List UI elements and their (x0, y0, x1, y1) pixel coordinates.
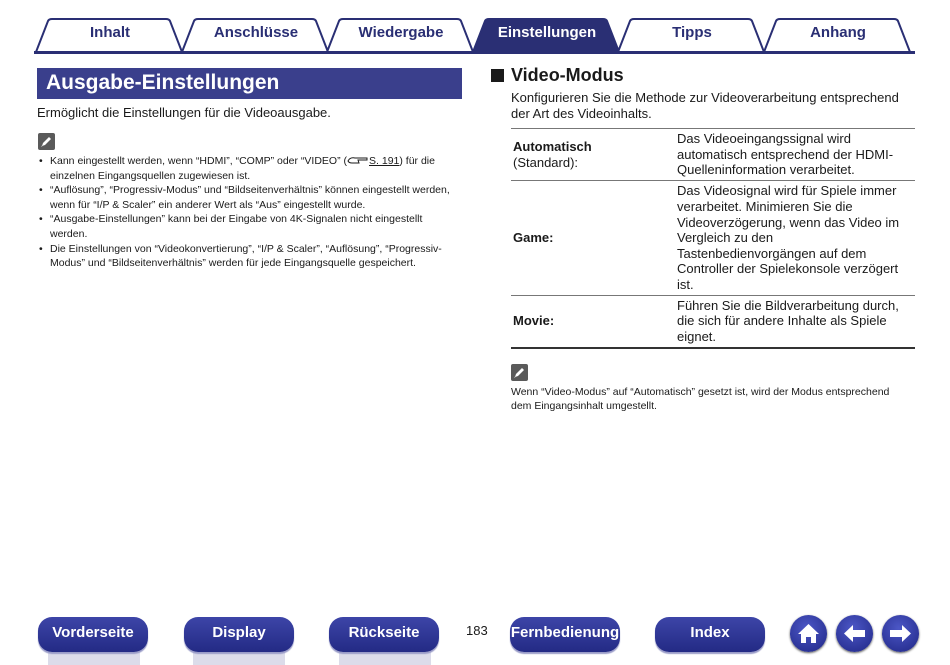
list-item: • “Auflösung”, “Progressiv-Modus” und “Bildseitenverhältnis” können eingestellt werden, wenn für “I/P & Scaler” ein anderer Wert als “Aus” eingestellt wurde. (38, 183, 458, 212)
nav-button-display[interactable]: Display (184, 617, 294, 652)
section-heading-text: Ausgabe-Einstellungen (46, 71, 280, 94)
forward-arrow-icon (882, 615, 919, 652)
mode-table (511, 128, 915, 349)
nav-button-vorderseite[interactable]: Vorderseite (38, 617, 148, 652)
list-item: • Die Einstellungen von “Videokonvertierung”, “I/P & Scaler”, “Auflösung”, “Progressiv-Modus” und “Bildseitenverhältnis” werden für jede Eingangsquelle gespeichert. (38, 242, 458, 271)
tab-bar (34, 18, 914, 54)
forward-button[interactable] (882, 615, 919, 652)
tab-tipps[interactable] (616, 18, 768, 52)
home-icon (790, 615, 827, 652)
subsection-description: Konfigurieren Sie die Methode zur Videoverarbeitung entsprechend der Art des Videoinhalts. (511, 90, 899, 121)
tab-label: Einstellungen (497, 24, 597, 41)
button-shadow (193, 650, 285, 665)
tab-label: Anhang (810, 24, 866, 41)
section-intro: Ermöglicht die Einstellungen für die Videoausgabe. (37, 105, 331, 120)
mode-note: Wenn “Video-Modus” auf “Automatisch” gesetzt ist, wird der Modus entsprechend dem Eingangsinhalt umgestellt. (511, 386, 890, 412)
tab-einstellungen[interactable] (471, 18, 623, 52)
table-value: Das Videoeingangssignal wird automatisch entsprechend der HDMI-Quelleninformation verarbeitet. (675, 129, 915, 181)
list-item: • “Ausgabe-Einstellungen” kann bei der Eingabe von 4K-Signalen nicht eingestellt werden. (38, 212, 458, 241)
tab-underline (34, 51, 915, 54)
notes-list (38, 154, 458, 271)
tab-label: Inhalt (90, 24, 130, 41)
tab-anschluesse[interactable] (180, 18, 332, 52)
table-row (511, 181, 915, 296)
page-number: 183 (466, 623, 488, 638)
tab-label: Tipps (672, 24, 712, 41)
table-row (511, 296, 915, 348)
pencil-icon (511, 364, 528, 381)
nav-button-index[interactable]: Index (655, 617, 765, 652)
section-heading (37, 68, 462, 99)
list-item: • Kann eingestellt werden, wenn “HDMI”, “COMP” oder “VIDEO” ( S. 191) für die einzelnen Eingangsquellen zugewiesen ist. (38, 154, 458, 183)
home-button[interactable] (790, 615, 827, 652)
tab-anhang[interactable] (762, 18, 914, 52)
table-key: Game: (511, 181, 675, 296)
nav-button-rueckseite[interactable]: Rückseite (329, 617, 439, 652)
tab-inhalt[interactable] (34, 18, 186, 52)
pencil-icon (38, 133, 55, 150)
tab-label: Wiedergabe (358, 24, 444, 41)
reference-hand-icon (347, 155, 369, 165)
tab-label: Anschlüsse (213, 24, 299, 41)
button-shadow (339, 650, 431, 665)
table-value: Führen Sie die Bildverarbeitung durch, die sich für andere Inhalte als Spiele eignet. (675, 296, 915, 348)
table-value: Das Videosignal wird für Spiele immer verarbeitet. Minimieren Sie die Videoverzögerung, wenn das Video im Vergleich zu den Tastenbedienvorgängen auf dem Controller der Spielekonsole verzögert ist. (675, 181, 915, 296)
tab-wiedergabe[interactable] (325, 18, 477, 52)
back-arrow-icon (836, 615, 873, 652)
table-row (511, 129, 915, 181)
subsection-heading: Video-Modus (511, 65, 624, 85)
table-key: Automatisch (Standard): (511, 129, 675, 181)
back-button[interactable] (836, 615, 873, 652)
page-reference-link[interactable]: S. 191 (369, 155, 400, 167)
nav-button-fernbedienung[interactable]: Fernbedienung (510, 617, 620, 652)
button-shadow (48, 650, 140, 665)
table-key: Movie: (511, 296, 675, 348)
